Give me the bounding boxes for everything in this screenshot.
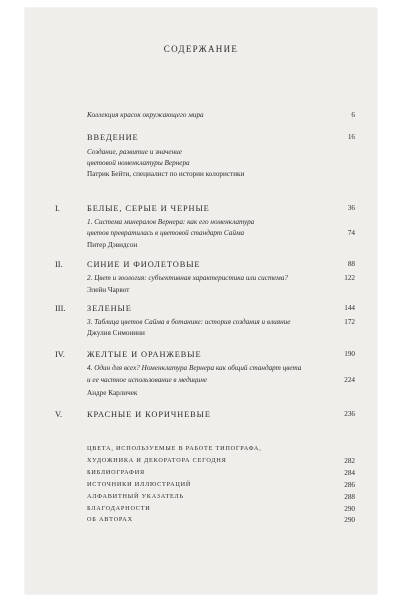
chapter-2-author: Элейн Чарвот bbox=[87, 286, 130, 294]
chapter-4-heading: ЖЕЛТЫЕ И ОРАНЖЕВЫЕ bbox=[87, 350, 202, 359]
book-page bbox=[25, 8, 377, 594]
chapter-4-author: Андре Карличек bbox=[87, 389, 138, 397]
chapter-3-author: Джулия Симонини bbox=[87, 329, 145, 337]
introduction-page: 16 bbox=[347, 133, 355, 141]
chapter-2-page: 88 bbox=[347, 260, 355, 268]
chapter-3-sub-page: 172 bbox=[344, 318, 355, 326]
back-matter-page-2: 282 bbox=[344, 457, 355, 465]
chapter-5-number: V. bbox=[55, 410, 63, 419]
chapter-4-number: IV. bbox=[55, 350, 65, 359]
chapter-4-sub-page: 224 bbox=[344, 376, 355, 384]
chapter-1-number: I. bbox=[55, 204, 60, 213]
chapter-3-sub-line-1: 3. Таблица цветов Сайма в ботанике: история создания и влияние bbox=[87, 318, 291, 326]
back-matter-page-3: 284 bbox=[344, 469, 355, 477]
chapter-4-sub-line-1: 4. Один для всех? Номенклатура Вернера как общий стандарт цвета bbox=[87, 364, 302, 372]
back-matter-page-5: 288 bbox=[344, 493, 355, 501]
chapter-3-number: III. bbox=[55, 304, 66, 313]
back-matter-item-3: БИБЛИОГРАФИЯ bbox=[87, 469, 145, 476]
chapter-2-sub-line-1: 2. Цвет и зоология: субъективная характеристика или система? bbox=[87, 274, 288, 282]
chapter-1-sub-line-1: 1. Система минералов Вернера: как его номенклатура bbox=[87, 218, 255, 226]
back-matter-item-7: ОБ АВТОРАХ bbox=[87, 516, 133, 523]
introduction-heading: ВВЕДЕНИЕ bbox=[87, 133, 139, 142]
introduction-author: Патрик Бейти, специалист по истории колористики bbox=[87, 170, 245, 178]
chapter-1-sub-line-2: цветов превратилась в цветовой стандарт Сайма bbox=[87, 229, 245, 237]
chapter-4-page: 190 bbox=[344, 350, 355, 358]
chapter-1-author: Питер Дэвидсон bbox=[87, 241, 138, 249]
back-matter-item-6: БЛАГОДАРНОСТИ bbox=[87, 505, 151, 512]
intro-text: Коллекция красок окружающего мира bbox=[87, 111, 204, 119]
chapter-2-number: II. bbox=[55, 260, 63, 269]
introduction-line-1: Создание, развитие и значение bbox=[87, 148, 182, 156]
back-matter-page-6: 290 bbox=[344, 505, 355, 513]
chapter-5-page: 236 bbox=[344, 410, 355, 418]
back-matter-page-4: 286 bbox=[344, 481, 355, 489]
chapter-1-sub-page: 74 bbox=[347, 229, 355, 237]
page-title: СОДЕРЖАНИЕ bbox=[163, 44, 239, 54]
back-matter-page-7: 290 bbox=[344, 516, 355, 524]
chapter-1-page: 36 bbox=[347, 204, 355, 212]
back-matter-item-2: ХУДОЖНИКА И ДЕКОРАТОРА СЕГОДНЯ bbox=[87, 457, 227, 464]
back-matter-item-4: ИСТОЧНИКИ ИЛЛЮСТРАЦИЙ bbox=[87, 481, 192, 488]
chapter-5-heading: КРАСНЫЕ И КОРИЧНЕВЫЕ bbox=[87, 410, 211, 419]
chapter-3-heading: ЗЕЛЕНЫЕ bbox=[87, 304, 132, 313]
chapter-3-page: 144 bbox=[344, 304, 355, 312]
back-matter-item-5: АЛФАВИТНЫЙ УКАЗАТЕЛЬ bbox=[87, 493, 184, 500]
introduction-line-2: цветовой номенклатуры Вернера bbox=[87, 159, 190, 167]
back-matter-item-1: ЦВЕТА, ИСПОЛЬЗУЕМЫЕ В РАБОТЕ ТИПОГРАФА, bbox=[87, 445, 262, 452]
chapter-2-sub-page: 122 bbox=[344, 274, 355, 282]
chapter-4-sub-line-2: и ее частное использование в медицине bbox=[87, 376, 208, 384]
chapter-2-heading: СИНИЕ И ФИОЛЕТОВЫЕ bbox=[87, 260, 201, 269]
chapter-1-heading: БЕЛЫЕ, СЕРЫЕ И ЧЕРНЫЕ bbox=[87, 204, 210, 213]
intro-page: 6 bbox=[351, 111, 355, 119]
